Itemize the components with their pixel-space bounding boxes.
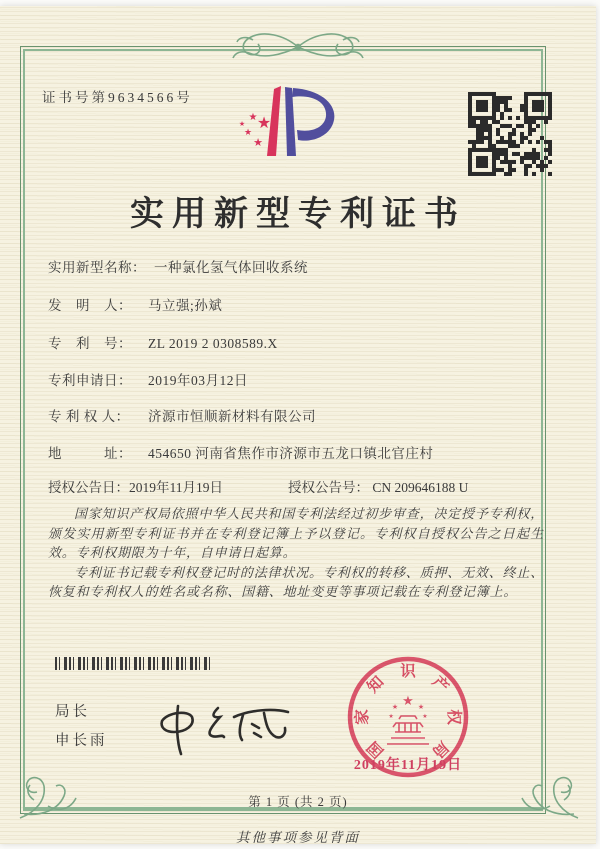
field-application-date: 专利申请日： 2019年03月12日 [48, 373, 248, 388]
certificate-title: 实用新型专利证书 [130, 196, 466, 233]
page-number: 第 1 页 (共 2 页) [248, 795, 348, 809]
bottom-right-ornament-icon [512, 748, 584, 824]
svg-text:权: 权 [445, 709, 462, 725]
svg-text:★: ★ [388, 713, 394, 720]
paragraph-register-statement: 专利证书记载专利权登记时的法律状况。专利权的转移、质押、无效、终止、恢复和专利权人的姓名或名称、国籍、地址变更等事项记载在专利登记簿上。 [48, 564, 544, 599]
field-address: 地 址： 454650 河南省焦作市济源市五龙口镇北官庄村 [48, 446, 434, 461]
grant-info-row [48, 476, 548, 496]
barcode-icon [55, 657, 210, 670]
top-border-ornament-icon [213, 28, 383, 66]
svg-text:家: 家 [354, 709, 371, 725]
bottom-left-ornament-icon [14, 748, 86, 824]
paragraph-grant-statement: 国家知识产权局依照中华人民共和国专利法经过初步审查，决定授予专利权，颁发实用新型专利证书并在专利登记簿上予以登记。专利权自授权公告之日起生效。专利权期限为十年，自申请日起算。 [48, 506, 544, 560]
patent-office-logo-icon [224, 80, 344, 162]
svg-text:★: ★ [238, 120, 246, 128]
field-inventor: 发 明 人： 马立强;孙斌 [48, 298, 223, 313]
svg-text:★: ★ [253, 136, 263, 149]
svg-text:识: 识 [400, 663, 416, 680]
certificate-number: 证书号第9634566号 [42, 90, 193, 105]
svg-text:★: ★ [417, 703, 425, 711]
back-side-note: 其他事项参见背面 [236, 830, 360, 845]
svg-text:产: 产 [428, 673, 452, 697]
legal-paragraphs [48, 504, 544, 602]
svg-text:★: ★ [256, 113, 272, 132]
signer-title: 局长 [55, 704, 90, 720]
svg-text:★: ★ [402, 694, 414, 709]
seal-date: 2019年11月19日 [353, 758, 463, 773]
field-patent-number: 专 利 号： ZL 2019 2 0308589.X [48, 336, 278, 351]
signature-icon [140, 684, 310, 764]
svg-text:★: ★ [248, 112, 258, 123]
signer-name: 申长雨 [55, 733, 108, 749]
svg-text:★: ★ [422, 713, 428, 720]
qr-code-icon [468, 92, 552, 176]
certificate-page [0, 6, 596, 844]
signer-block [55, 698, 108, 756]
svg-text:局: 局 [428, 737, 452, 761]
grant-date: 授权公告日：2019年11月19日 [48, 480, 223, 495]
field-patentee: 专 利 权 人： 济源市恒顺新材料有限公司 [48, 409, 316, 424]
svg-text:国: 国 [364, 737, 388, 761]
svg-text:知: 知 [364, 673, 388, 697]
svg-text:★: ★ [243, 128, 253, 138]
svg-text:★: ★ [391, 703, 399, 711]
grant-number: 授权公告号： CN 209646188 U [288, 480, 469, 495]
field-utility-name: 实用新型名称： 一种氯化氢气体回收系统 [48, 260, 308, 275]
